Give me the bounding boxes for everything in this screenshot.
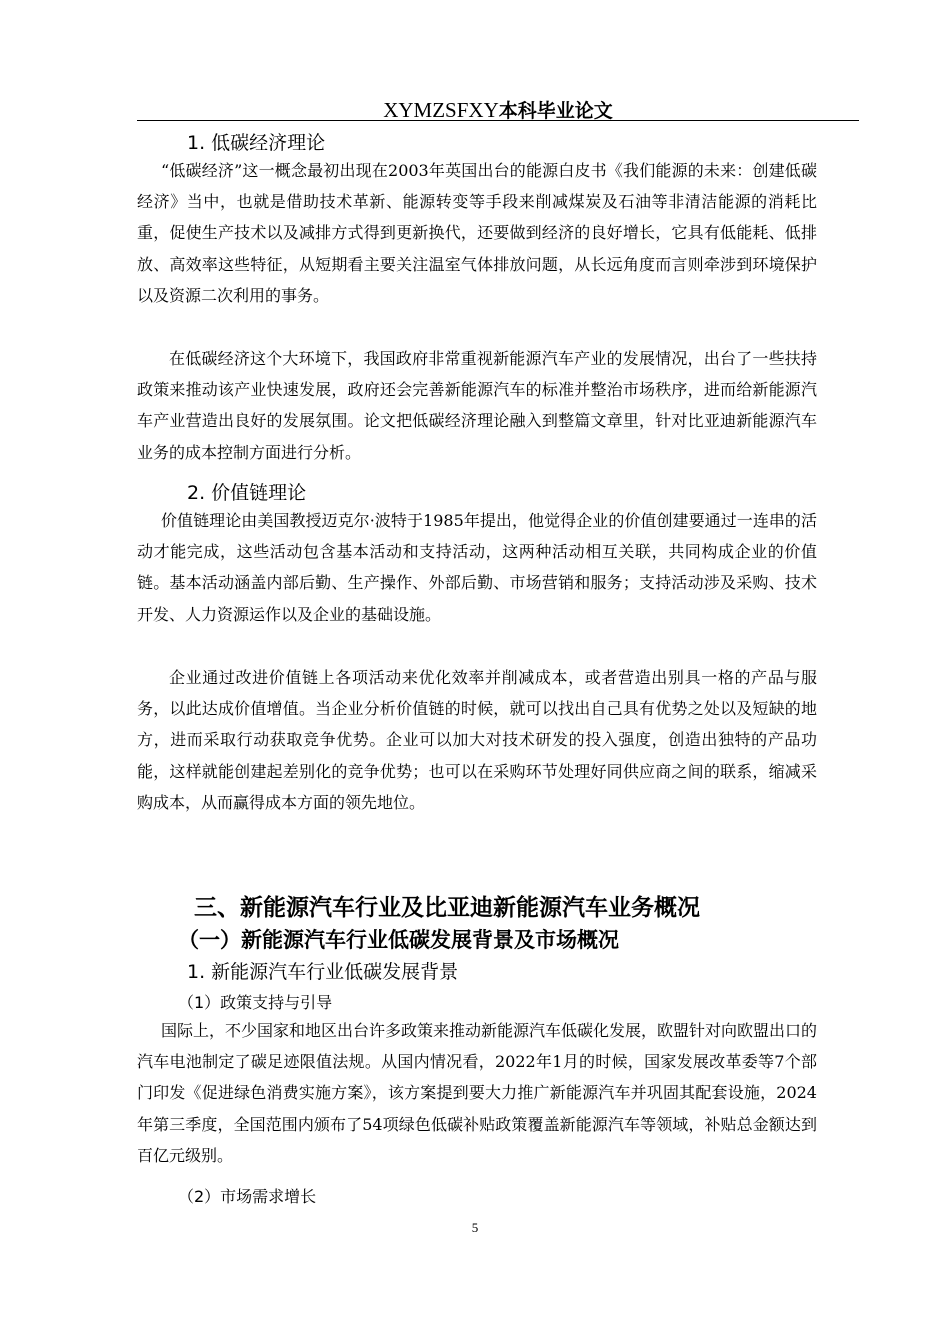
subsubsection-heading: 1. 新能源汽车行业低碳发展背景 [187, 961, 459, 983]
section-heading-value-chain: 2. 价值链理论 [187, 482, 307, 504]
item-heading-market-demand: （2）市场需求增长 [178, 1187, 317, 1206]
paragraph-low-carbon-2: 在低碳经济这个大环境下，我国政府非常重视新能源汽车产业的发展情况，出台了一些扶持政策来推动该产业快速发展，政府还会完善新能源汽车的标准并整治市场秩序，进而给新能源汽车产业营造出良好的发展氛围。论文把低碳经济理论融入到整篇文章里，针对比亚迪新能源汽车业务的成本控制方面进行分析。 [137, 349, 817, 462]
paragraph-value-chain-2: 企业通过改进价值链上各项活动来优化效率并削减成本，或者营造出别具一格的产品与服务，以此达成价值增值。当企业分析价值链的时候，就可以找出自己具有优势之处以及短缺的地方，进而采取行动获取竞争优势。企业可以加大对技术研发的投入强度，创造出独特的产品功能，这样就能创建起差别化的竞争优势；也可以在采购环节处理好同供应商之间的联系，缩减采购成本，从而赢得成本方面的领先地位。 [137, 668, 817, 812]
paragraph-policy: 国际上，不少国家和地区出台许多政策来推动新能源汽车低碳化发展，欧盟针对向欧盟出口的汽车电池制定了碳足迹限值法规。从国内情况看，2022年1月的时候，国家发展改革委等7个部门印发《促进绿色消费实施方案》，该方案提到要大力推广新能源汽车并巩固其配套设施，2024年第三季度，全国范围内颁布了54项绿色低碳补贴政策覆盖新能源汽车等领域，补贴总金额达到百亿元级别。 [137, 1021, 818, 1165]
header-code: XYMZSFXY [383, 98, 499, 122]
page-header [137, 96, 859, 121]
chapter-heading: 三、新能源汽车行业及比亚迪新能源汽车业务概况 [194, 895, 700, 921]
subsection-heading: （一）新能源汽车行业低碳发展背景及市场概况 [178, 928, 619, 952]
header-title: 本科毕业论文 [498, 100, 613, 122]
page-number: 5 [471, 1220, 479, 1235]
section-heading-low-carbon: 1. 低碳经济理论 [187, 132, 326, 154]
paragraph-low-carbon-1: “低碳经济”这一概念最初出现在2003年英国出台的能源白皮书《我们能源的未来：创建低碳经济》当中，也就是借助技术革新、能源转变等手段来削减煤炭及石油等非清洁能源的消耗比重，促使生产技术以及减排方式得到更新换代，还要做到经济的良好增长，它具有低能耗、低排放、高效率这些特征，从短期看主要关注温室气体排放问题，从长远角度而言则牵涉到环境保护以及资源二次利用的事务。 [137, 161, 817, 305]
paragraph-value-chain-1: 价值链理论由美国教授迈克尔·波特于1985年提出，他觉得企业的价值创建要通过一连串的活动才能完成，这些活动包含基本活动和支持活动，这两种活动相互关联，共同构成企业的价值链。基本活动涵盖内部后勤、生产操作、外部后勤、市场营销和服务；支持活动涉及采购、技术开发、人力资源运作以及企业的基础设施。 [137, 511, 817, 624]
item-heading-policy: （1）政策支持与引导 [178, 993, 333, 1012]
